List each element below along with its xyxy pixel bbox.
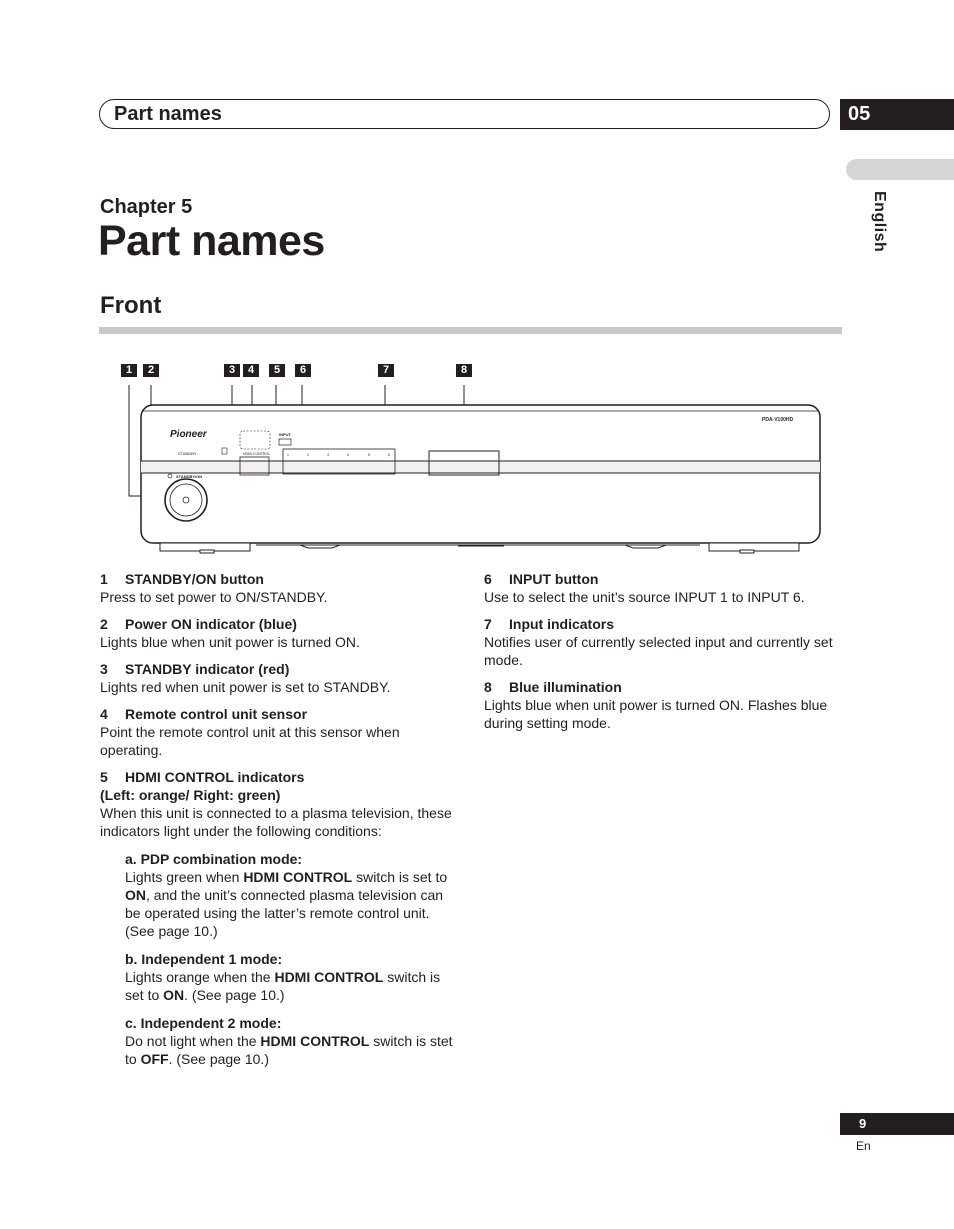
item-description: Lights blue when unit power is turned ON. Flashes blue during setting mode. bbox=[484, 697, 828, 731]
svg-text:5: 5 bbox=[368, 453, 370, 457]
device-feet bbox=[160, 543, 799, 553]
item-description: Lights red when unit power is set to STANDBY. bbox=[100, 679, 391, 695]
standby-indicator bbox=[222, 448, 227, 454]
mode-b bbox=[125, 950, 460, 1004]
header-title: Part names bbox=[114, 103, 222, 125]
mode-description: Lights green when HDMI CONTROL switch is set to ON, and the unit’s connected plasma television can be operated using the latter’s remote control unit. (See page 10.) bbox=[125, 869, 448, 939]
input-button bbox=[279, 439, 291, 445]
item-number: 3 bbox=[100, 661, 108, 677]
standby-on-label: STANDBY/ON bbox=[176, 474, 203, 479]
item-title: INPUT button bbox=[509, 571, 599, 587]
svg-text:4: 4 bbox=[347, 453, 349, 457]
page-number: 9 bbox=[859, 1116, 867, 1131]
part-item-1 bbox=[100, 570, 465, 606]
part-item-2 bbox=[100, 615, 465, 651]
mode-description: Lights orange when the HDMI CONTROL switch is set to ON. (See page 10.) bbox=[125, 969, 441, 1003]
mode-title: a. PDP combination mode: bbox=[125, 851, 303, 867]
brand-logo: Pioneer bbox=[170, 429, 207, 440]
item-title: Power ON indicator (blue) bbox=[125, 616, 297, 632]
mode-c bbox=[125, 1014, 460, 1068]
chapter-number: 05 bbox=[848, 103, 871, 125]
part-item-7 bbox=[484, 615, 844, 669]
mode-title: c. Independent 2 mode: bbox=[125, 1015, 282, 1031]
svg-text:1: 1 bbox=[287, 453, 289, 457]
page-title: Part names bbox=[98, 217, 325, 265]
right-column bbox=[484, 570, 844, 741]
standby-label: STANDBY bbox=[178, 451, 197, 456]
callout-marker-4: 4 bbox=[243, 364, 259, 377]
callout-marker-5: 5 bbox=[269, 364, 285, 377]
item-description: Use to select the unit’s source INPUT 1 to INPUT 6. bbox=[484, 589, 805, 605]
part-item-4 bbox=[100, 705, 465, 759]
item-description: Notifies user of currently selected input and currently set mode. bbox=[484, 634, 833, 668]
left-column bbox=[100, 570, 465, 1078]
input-label: INPUT bbox=[279, 432, 291, 437]
item-number: 8 bbox=[484, 679, 492, 695]
callout-marker-7: 7 bbox=[378, 364, 394, 377]
callout-marker-6: 6 bbox=[295, 364, 311, 377]
language-tab bbox=[846, 159, 954, 180]
item-number: 1 bbox=[100, 571, 108, 587]
callout-marker-2: 2 bbox=[143, 364, 159, 377]
item-title: STANDBY/ON button bbox=[125, 571, 264, 587]
page-language: En bbox=[856, 1139, 871, 1153]
item-title: Blue illumination bbox=[509, 679, 622, 695]
section-divider bbox=[99, 327, 842, 334]
section-title: Front bbox=[100, 292, 162, 319]
part-item-3 bbox=[100, 660, 465, 696]
item-description: Point the remote control unit at this sensor when operating. bbox=[100, 724, 400, 758]
mode-title: b. Independent 1 mode: bbox=[125, 951, 283, 967]
language-label: English bbox=[871, 191, 888, 253]
part-item-5 bbox=[100, 768, 465, 840]
device-body bbox=[141, 405, 820, 543]
item-description: When this unit is connected to a plasma television, these indicators light under the following conditions: bbox=[100, 805, 452, 839]
item-number: 5 bbox=[100, 769, 108, 785]
item-title: Remote control unit sensor bbox=[125, 706, 308, 722]
callout-marker-8: 8 bbox=[456, 364, 472, 377]
item-number: 7 bbox=[484, 616, 492, 632]
hdmi-control-label: HDMI CONTROL bbox=[243, 452, 271, 456]
standby-on-button bbox=[165, 479, 207, 521]
device-front-diagram bbox=[120, 385, 830, 557]
chapter-label: Chapter 5 bbox=[100, 196, 193, 218]
svg-text:2: 2 bbox=[307, 453, 309, 457]
item-number: 6 bbox=[484, 571, 492, 587]
item-description: Press to set power to ON/STANDBY. bbox=[100, 589, 328, 605]
item-description: Lights blue when unit power is turned ON. bbox=[100, 634, 360, 650]
part-item-8 bbox=[484, 678, 844, 732]
model-label: PDA-V100HD bbox=[762, 417, 794, 423]
item-title: HDMI CONTROL indicators bbox=[125, 769, 305, 785]
item-title: Input indicators bbox=[509, 616, 614, 632]
part-item-6 bbox=[484, 570, 844, 606]
item-number: 2 bbox=[100, 616, 108, 632]
item-number: 4 bbox=[100, 706, 108, 722]
svg-text:3: 3 bbox=[327, 453, 329, 457]
item-title: STANDBY indicator (red) bbox=[125, 661, 290, 677]
callout-marker-3: 3 bbox=[224, 364, 240, 377]
svg-text:6: 6 bbox=[388, 453, 390, 457]
mode-a bbox=[125, 850, 460, 940]
item-subtitle: (Left: orange/ Right: green) bbox=[100, 787, 281, 803]
callout-marker-1: 1 bbox=[121, 364, 137, 377]
page-number-box bbox=[840, 1113, 954, 1135]
mode-description: Do not light when the HDMI CONTROL switch is stet to OFF. (See page 10.) bbox=[125, 1033, 453, 1067]
